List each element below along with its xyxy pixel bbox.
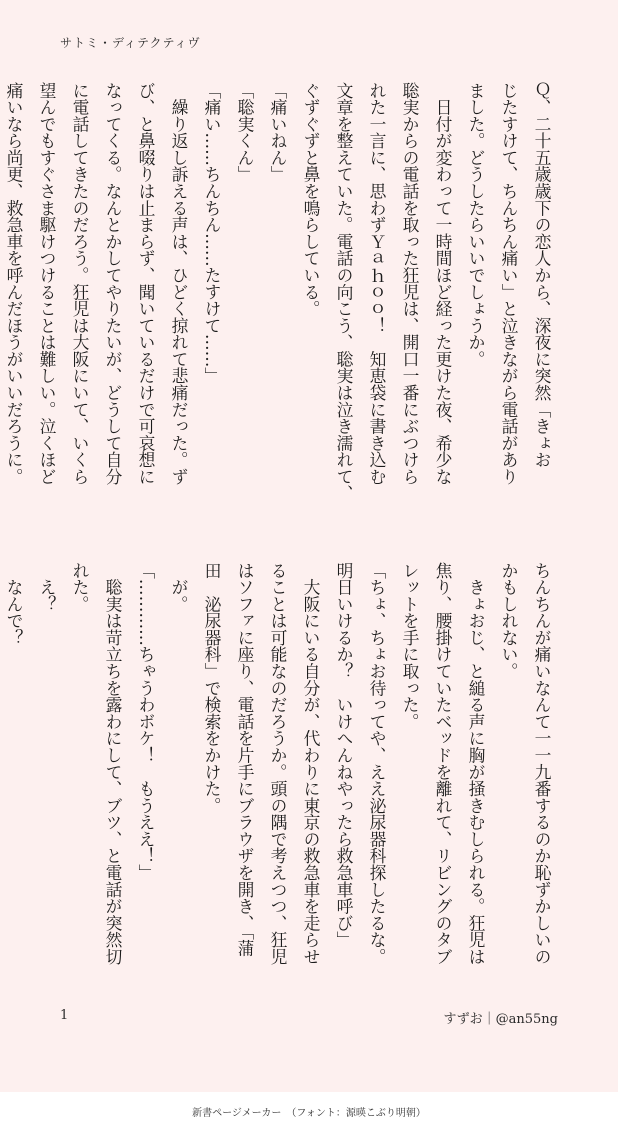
- page-number: 1: [60, 1008, 69, 1023]
- text-line: 「聡実くん」: [235, 82, 255, 183]
- text-line: 聡実は苛立ちを露わにして、ブツ、と電話が突然切: [103, 562, 123, 965]
- text-line: 聡実からの電話を取った狂児は、開口一番にぶつけら: [400, 82, 420, 485]
- text-line: レットを手に取った。: [400, 562, 420, 730]
- text-line: ぐずぐずと鼻を鳴らしている。: [301, 82, 321, 318]
- text-line: び、と鼻啜りは止まらず、聞いているだけで可哀想に: [136, 82, 156, 485]
- text-line: が。: [169, 562, 189, 613]
- text-line: じたすけて、ちんちん痛い」と泣きながら電話があり: [499, 82, 519, 485]
- text-line: ることは可能なのだろうか。頭の隅で考えつつ、狂児: [268, 562, 288, 965]
- text-line: え？: [37, 562, 57, 613]
- text-line: 望んでもすぐさま駆けつけることは難しい。泣くほど: [37, 82, 57, 485]
- text-line: はソファに座り、電話を片手にブラウザを開き、「蒲: [235, 562, 255, 957]
- text-line: 繰り返し訴える声は、ひどく掠れて悲痛だった。ず: [169, 82, 189, 485]
- text-line: れた一言に、思わずＹａｈｏｏ！ 知恵袋に書き込む: [367, 82, 387, 485]
- text-line: 「痛い……ちんちん……たすけて……」: [202, 82, 222, 385]
- text-line: 「…………ちゃうわボケ！ もうええ！」: [136, 562, 156, 881]
- text-block-lower: [4, 562, 558, 1002]
- text-line: 焦り、腰掛けていたベッドを離れて、リビングのタブ: [433, 562, 453, 965]
- text-line: なってくる。なんとかしてやりたいが、どうして自分: [103, 82, 123, 485]
- text-line: きょおじ、と縋る声に胸が掻きむしられる。狂児は: [466, 562, 486, 965]
- text-line: れた。: [70, 562, 90, 613]
- text-line: ました。どうしたらいいでしょうか。: [466, 82, 486, 368]
- text-line: 明日いけるか？ いけへんねやったら救急車呼び」: [334, 562, 354, 949]
- text-line: かもしれない。: [499, 562, 519, 680]
- text-line: に電話してきたのだろう。狂児は大阪にいて、いくら: [70, 82, 90, 485]
- text-block-upper: [4, 82, 558, 522]
- text-line: 「痛いねん」: [268, 82, 288, 183]
- text-line: 「ちょ、ちょお待ってや、ええ泌尿器科探したるな。: [367, 562, 387, 965]
- text-line: Ｑ、二十五歳歳下の恋人から、深夜に突然「きょお: [532, 82, 552, 469]
- text-line: 日付が変わって一時間ほど経った更けた夜、希少な: [433, 82, 453, 485]
- text-line: 大阪にいる自分が、代わりに東京の救急車を走らせ: [301, 562, 321, 965]
- text-line: 痛いなら尚更、救急車を呼んだほうがいいだろうに。: [4, 82, 24, 485]
- text-line: 文章を整えていた。電話の向こう、聡実は泣き濡れて、: [334, 82, 354, 502]
- author-credit: すずお｜@an55ng: [443, 1012, 558, 1027]
- text-line: ちんちんが痛いなんて一一九番するのか恥ずかしいの: [532, 562, 552, 965]
- text-line: なんで？: [4, 562, 24, 646]
- text-line: 田 泌尿器科」で検索をかけた。: [202, 562, 222, 814]
- generator-credit: 新書ページメーカー （フォント：源暎こぶり明朝）: [192, 1108, 426, 1119]
- running-title: サトミ・ディテクティヴ: [60, 36, 201, 50]
